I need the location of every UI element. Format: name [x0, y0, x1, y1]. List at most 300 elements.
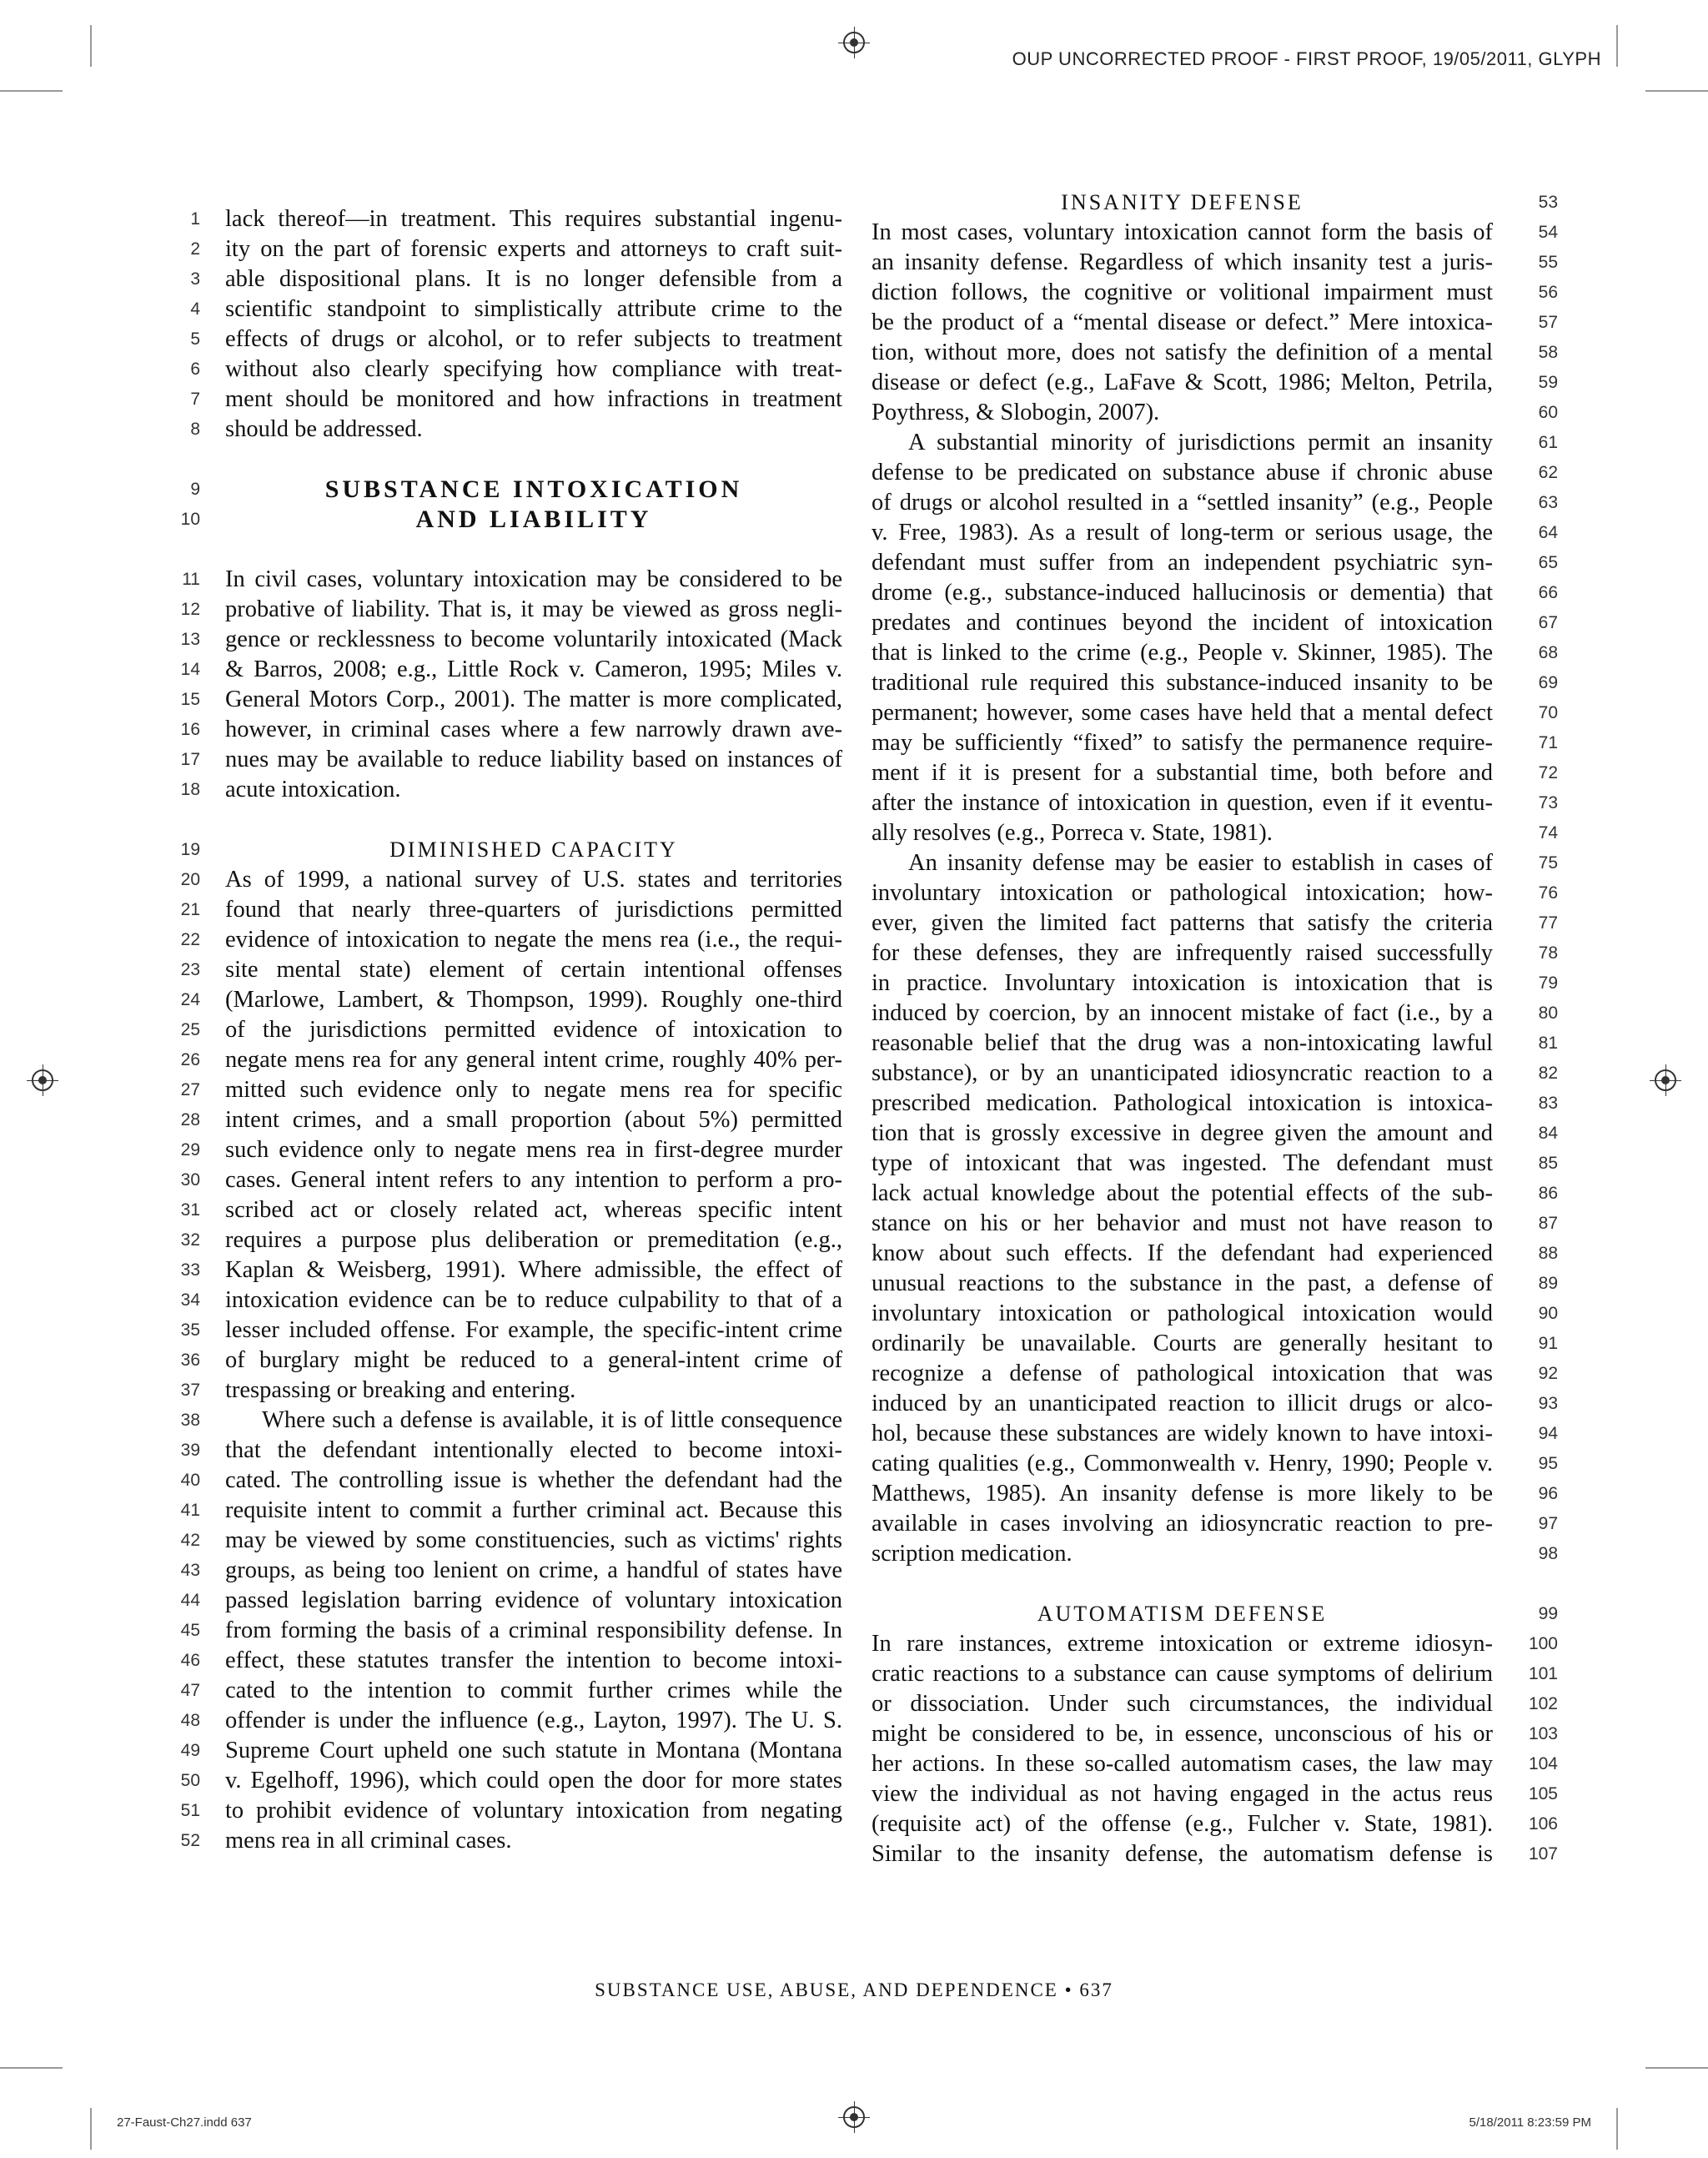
- line-number: 18: [180, 780, 200, 799]
- section-heading: [872, 1599, 1558, 1629]
- line-number: 47: [180, 1681, 200, 1700]
- line-text: unusual reactions to the substance in the past, a defense of: [872, 1270, 1493, 1296]
- line-text: & Barros, 2008; e.g., Little Rock v. Cameron, 1995; Miles v.: [225, 656, 842, 682]
- section-heading: [180, 835, 842, 865]
- paragraph-gap: [225, 445, 842, 475]
- text-line: [872, 1629, 1558, 1659]
- line-text: diction follows, the cognitive or volitional impairment must: [872, 279, 1493, 305]
- line-text: without also clearly specifying how compliance with treat-: [225, 356, 842, 382]
- line-text: lack actual knowledge about the potential effects of the sub-: [872, 1180, 1493, 1206]
- line-number: 90: [1538, 1304, 1558, 1323]
- text-line: [872, 1179, 1558, 1209]
- line-text: cated. The controlling issue is whether the defendant had the: [225, 1467, 842, 1493]
- line-text: from forming the basis of a criminal responsibility defense. In: [225, 1617, 842, 1643]
- line-text: groups, as being too lenient on crime, a handful of states have: [225, 1557, 842, 1583]
- line-text: after the instance of intoxication in question, even if it eventu-: [872, 790, 1493, 816]
- line-number: 93: [1538, 1394, 1558, 1413]
- text-line: [872, 728, 1558, 758]
- line-text: ally resolves (e.g., Porreca v. State, 1981).: [872, 820, 1273, 846]
- line-number: 25: [180, 1020, 200, 1039]
- text-line: [872, 548, 1558, 578]
- line-number: 43: [180, 1561, 200, 1580]
- crop-mark: [1645, 90, 1708, 92]
- footer-filename: 27-Faust-Ch27.indd 637: [117, 2115, 252, 2130]
- line-text: cated to the intention to commit further crimes while the: [225, 1678, 842, 1703]
- text-line: [872, 578, 1558, 608]
- line-text: Kaplan & Weisberg, 1991). Where admissible, the effect of: [225, 1257, 842, 1283]
- line-text: induced by coercion, by an innocent mistake of fact (i.e., by a: [872, 1000, 1493, 1026]
- text-line: [180, 1105, 842, 1135]
- line-number: 46: [180, 1651, 200, 1670]
- text-line: [180, 1165, 842, 1195]
- line-text: trespassing or breaking and entering.: [225, 1377, 576, 1403]
- line-text: predates and continues beyond the incident of intoxication: [872, 610, 1493, 636]
- line-text: v. Free, 1983). As a result of long-term or serious usage, the: [872, 520, 1493, 546]
- line-number: 35: [180, 1320, 200, 1340]
- line-number: 62: [1538, 463, 1558, 482]
- text-line: [182, 565, 842, 595]
- line-text: scientific standpoint to simplistically attribute crime to the: [225, 296, 842, 322]
- crop-mark: [0, 90, 63, 92]
- text-line: [190, 234, 842, 264]
- line-number: 54: [1538, 223, 1558, 242]
- line-text: v. Egelhoff, 1996), which could open the door for more states: [225, 1768, 842, 1793]
- line-text: cases. General intent refers to any intention to perform a pro-: [225, 1167, 842, 1193]
- text-line: [872, 428, 1558, 458]
- line-number: 85: [1538, 1154, 1558, 1173]
- line-text: for these defenses, they are infrequently raised successfully: [872, 940, 1493, 966]
- text-line: [872, 278, 1558, 308]
- text-line: [180, 955, 842, 985]
- text-line: [872, 1659, 1558, 1689]
- line-text: Similar to the insanity defense, the automatism defense is: [872, 1841, 1493, 1867]
- crop-mark: [90, 2108, 92, 2150]
- heading-text: AUTOMATISM DEFENSE: [1037, 1602, 1328, 1626]
- text-line: [180, 1075, 842, 1105]
- line-text: involuntary intoxication or pathological intoxication; how-: [872, 880, 1493, 906]
- line-number: 77: [1538, 913, 1558, 933]
- text-line: [872, 398, 1558, 428]
- text-line: [190, 385, 842, 415]
- text-line: [872, 1749, 1558, 1779]
- crop-mark: [90, 25, 92, 67]
- line-text: of the jurisdictions permitted evidence of intoxication to: [225, 1017, 842, 1043]
- line-number: 96: [1538, 1484, 1558, 1503]
- text-line: [872, 488, 1558, 518]
- text-line: [872, 608, 1558, 638]
- text-line: [872, 1449, 1558, 1479]
- line-text: of drugs or alcohol resulted in a “settled insanity” (e.g., People: [872, 490, 1493, 516]
- line-text: found that nearly three-quarters of jurisdictions permitted: [225, 897, 842, 923]
- text-line: [872, 1239, 1558, 1269]
- line-text: site mental state) element of certain intentional offenses: [225, 957, 842, 983]
- text-line: [180, 895, 842, 925]
- line-number: 40: [180, 1471, 200, 1490]
- line-text: prescribed medication. Pathological intoxication is intoxica-: [872, 1090, 1493, 1116]
- text-line: [872, 999, 1558, 1029]
- text-line: [872, 218, 1558, 248]
- text-line: [180, 1346, 842, 1376]
- line-number: 11: [182, 570, 200, 589]
- text-line: [180, 925, 842, 955]
- line-number: 84: [1538, 1124, 1558, 1143]
- line-number: 3: [190, 269, 200, 289]
- text-line: [180, 1195, 842, 1225]
- paragraph-gap: [225, 535, 842, 565]
- text-line: [180, 1255, 842, 1285]
- text-line: [180, 1406, 842, 1436]
- line-number: 76: [1538, 883, 1558, 903]
- line-number: 39: [180, 1441, 200, 1460]
- line-number: 17: [180, 750, 200, 769]
- line-number: 9: [190, 480, 200, 499]
- line-number: 92: [1538, 1364, 1558, 1383]
- line-number: 38: [180, 1411, 200, 1430]
- line-text: offender is under the influence (e.g., Layton, 1997). The U. S.: [225, 1708, 842, 1733]
- line-number: 99: [1538, 1604, 1558, 1623]
- text-line: [180, 1586, 842, 1616]
- text-line: [872, 458, 1558, 488]
- line-text: to prohibit evidence of voluntary intoxication from negating: [225, 1798, 842, 1823]
- line-number: 70: [1538, 703, 1558, 722]
- text-line: [872, 368, 1558, 398]
- line-number: 29: [180, 1140, 200, 1159]
- text-line: [190, 415, 842, 445]
- line-number: 73: [1538, 793, 1558, 812]
- text-line: [872, 968, 1558, 999]
- line-text: lesser included offense. For example, the specific-intent crime: [225, 1317, 842, 1343]
- line-number: 51: [180, 1801, 200, 1820]
- line-text: An insanity defense may be easier to establish in cases of: [908, 850, 1493, 876]
- section-heading: [180, 505, 842, 535]
- text-line: [180, 1616, 842, 1646]
- line-text: A substantial minority of jurisdictions permit an insanity: [908, 430, 1493, 455]
- text-line: [180, 1826, 842, 1856]
- line-text: Supreme Court upheld one such statute in Montana (Montana: [225, 1738, 842, 1763]
- line-number: 50: [180, 1771, 200, 1790]
- line-text: mens rea in all criminal cases.: [225, 1828, 512, 1854]
- line-number: 65: [1538, 553, 1558, 572]
- line-text: General Motors Corp., 2001). The matter is more complicated,: [225, 687, 842, 712]
- line-text: (Marlowe, Lambert, & Thompson, 1999). Roughly one-third: [225, 987, 842, 1013]
- line-text: drome (e.g., substance-induced hallucinosis or dementia) that: [872, 580, 1493, 606]
- line-number: 106: [1528, 1814, 1558, 1834]
- text-line: [872, 698, 1558, 728]
- text-line: [872, 1149, 1558, 1179]
- text-line: [180, 1135, 842, 1165]
- line-text: gence or recklessness to become voluntarily intoxicated (Mack: [225, 626, 842, 652]
- line-number: 105: [1528, 1784, 1558, 1803]
- text-line: [180, 1556, 842, 1586]
- line-text: nues may be available to reduce liability based on instances of: [225, 747, 842, 772]
- line-number: 13: [180, 630, 200, 649]
- line-number: 53: [1538, 193, 1558, 212]
- text-line: [180, 1646, 842, 1676]
- line-number: 34: [180, 1290, 200, 1310]
- text-line: [872, 1089, 1558, 1119]
- text-line: [872, 518, 1558, 548]
- line-text: should be addressed.: [225, 416, 423, 442]
- text-line: [180, 1796, 842, 1826]
- line-text: induced by an unanticipated reaction to illicit drugs or alco-: [872, 1391, 1493, 1416]
- registration-mark-icon: [1655, 1069, 1676, 1091]
- text-line: [872, 878, 1558, 908]
- line-text: however, in criminal cases where a few narrowly drawn ave-: [225, 717, 842, 742]
- line-number: 6: [190, 360, 200, 379]
- text-line: [180, 985, 842, 1015]
- proof-header: OUP UNCORRECTED PROOF - FIRST PROOF, 19/05/2011, GLYPH: [1012, 48, 1601, 69]
- line-text: hol, because these substances are widely known to have intoxi-: [872, 1421, 1493, 1446]
- line-number: 19: [180, 840, 200, 859]
- line-number: 94: [1538, 1424, 1558, 1443]
- heading-text: INSANITY DEFENSE: [1061, 190, 1304, 214]
- line-text: defense to be predicated on substance abuse if chronic abuse: [872, 460, 1493, 485]
- text-line: [180, 1676, 842, 1706]
- line-number: 71: [1538, 733, 1558, 752]
- paragraph-gap: [225, 805, 842, 835]
- line-number: 16: [180, 720, 200, 739]
- line-number: 78: [1538, 943, 1558, 963]
- text-line: [190, 264, 842, 294]
- line-text: mitted such evidence only to negate mens rea for specific: [225, 1077, 842, 1103]
- line-number: 100: [1528, 1634, 1558, 1653]
- line-number: 14: [180, 660, 200, 679]
- text-line: [180, 1225, 842, 1255]
- line-number: 64: [1538, 523, 1558, 542]
- line-number: 10: [180, 510, 200, 529]
- line-number: 103: [1528, 1724, 1558, 1743]
- line-number: 59: [1538, 373, 1558, 392]
- line-number: 15: [180, 690, 200, 709]
- line-number: 89: [1538, 1274, 1558, 1293]
- line-text: involuntary intoxication or pathological intoxication would: [872, 1300, 1493, 1326]
- line-number: 49: [180, 1741, 200, 1760]
- line-text: type of intoxicant that was ingested. The defendant must: [872, 1150, 1493, 1176]
- line-text: scription medication.: [872, 1541, 1073, 1567]
- text-line: [872, 1509, 1558, 1539]
- line-text: intent crimes, and a small proportion (about 5%) permitted: [225, 1107, 842, 1133]
- line-number: 104: [1528, 1754, 1558, 1773]
- line-number: 67: [1538, 613, 1558, 632]
- registration-mark-icon: [843, 32, 865, 53]
- right-column: [872, 188, 1558, 1869]
- line-number: 55: [1538, 253, 1558, 272]
- line-number: 86: [1538, 1184, 1558, 1203]
- line-text: evidence of intoxication to negate the mens rea (i.e., the requi-: [225, 927, 842, 953]
- line-number: 97: [1538, 1514, 1558, 1533]
- text-line: [180, 1376, 842, 1406]
- line-text: (requisite act) of the offense (e.g., Fulcher v. State, 1981).: [872, 1811, 1493, 1837]
- line-number: 52: [180, 1831, 200, 1850]
- text-line: [872, 1299, 1558, 1329]
- text-line: [180, 1526, 842, 1556]
- line-number: 32: [180, 1230, 200, 1250]
- line-text: traditional rule required this substance-induced insanity to be: [872, 670, 1493, 696]
- text-line: [872, 1059, 1558, 1089]
- registration-mark-icon: [32, 1069, 53, 1091]
- text-line: [180, 1285, 842, 1315]
- line-number: 75: [1538, 853, 1558, 873]
- line-number: 81: [1538, 1034, 1558, 1053]
- line-number: 95: [1538, 1454, 1558, 1473]
- line-text: effects of drugs or alcohol, or to refer subjects to treatment: [225, 326, 842, 352]
- line-number: 60: [1538, 403, 1558, 422]
- line-number: 61: [1538, 433, 1558, 452]
- line-number: 22: [180, 930, 200, 949]
- line-text: such evidence only to negate mens rea in first-degree murder: [225, 1137, 842, 1163]
- line-text: may be viewed by some constituencies, such as victims' rights: [225, 1527, 842, 1553]
- line-number: 21: [180, 900, 200, 919]
- line-number: 30: [180, 1170, 200, 1190]
- text-line: [180, 1045, 842, 1075]
- text-line: [180, 1736, 842, 1766]
- line-number: 5: [190, 329, 200, 349]
- line-text: requisite intent to commit a further criminal act. Because this: [225, 1497, 842, 1523]
- text-line: [872, 1029, 1558, 1059]
- text-line: [180, 865, 842, 895]
- line-text: an insanity defense. Regardless of which insanity test a juris-: [872, 249, 1493, 275]
- registration-mark-icon: [843, 2106, 865, 2128]
- text-line: [180, 625, 842, 655]
- line-number: 36: [180, 1351, 200, 1370]
- line-text: cating qualities (e.g., Commonwealth v. Henry, 1990; People v.: [872, 1451, 1493, 1476]
- text-line: [872, 1329, 1558, 1359]
- heading-text: DIMINISHED CAPACITY: [389, 838, 678, 862]
- line-text: available in cases involving an idiosyncratic reaction to pre-: [872, 1511, 1493, 1537]
- line-number: 37: [180, 1381, 200, 1400]
- heading-text: SUBSTANCE INTOXICATION: [324, 475, 743, 503]
- line-number: 91: [1538, 1334, 1558, 1353]
- text-line: [180, 1496, 842, 1526]
- line-number: 63: [1538, 493, 1558, 512]
- text-line: [872, 1209, 1558, 1239]
- text-line: [180, 745, 842, 775]
- line-number: 28: [180, 1110, 200, 1129]
- text-line: [180, 1706, 842, 1736]
- line-text: acute intoxication.: [225, 777, 401, 802]
- text-line: [872, 1719, 1558, 1749]
- text-line: [190, 324, 842, 355]
- text-line: [872, 818, 1558, 848]
- line-number: 82: [1538, 1064, 1558, 1083]
- text-line: [190, 294, 842, 324]
- line-text: requires a purpose plus deliberation or premeditation (e.g.,: [225, 1227, 842, 1253]
- line-number: 31: [180, 1200, 200, 1220]
- text-line: [872, 1839, 1558, 1869]
- line-number: 74: [1538, 823, 1558, 843]
- line-text: scribed act or closely related act, whereas specific intent: [225, 1197, 842, 1223]
- line-text: may be sufficiently “fixed” to satisfy the permanence require-: [872, 730, 1493, 756]
- text-line: [180, 685, 842, 715]
- line-number: 66: [1538, 583, 1558, 602]
- text-line: [872, 938, 1558, 968]
- line-text: might be considered to be, in essence, unconscious of his or: [872, 1721, 1493, 1747]
- text-line: [872, 1479, 1558, 1509]
- line-number: 98: [1538, 1544, 1558, 1563]
- line-number: 87: [1538, 1214, 1558, 1233]
- footer-timestamp: 5/18/2011 8:23:59 PM: [1469, 2115, 1591, 2130]
- text-line: [180, 655, 842, 685]
- line-text: Poythress, & Slobogin, 2007).: [872, 400, 1160, 425]
- line-text: In most cases, voluntary intoxication cannot form the basis of: [872, 219, 1493, 245]
- text-line: [180, 595, 842, 625]
- line-text: ment if it is present for a substantial time, both before and: [872, 760, 1493, 786]
- line-number: 8: [190, 420, 200, 439]
- crop-mark: [0, 2067, 63, 2069]
- line-text: defendant must suffer from an independent psychiatric syn-: [872, 550, 1493, 576]
- line-text: tion that is grossly excessive in degree given the amount and: [872, 1120, 1493, 1146]
- line-text: able dispositional plans. It is no longer defensible from a: [225, 266, 842, 292]
- line-number: 57: [1538, 313, 1558, 332]
- line-text: view the individual as not having engaged in the actus reus: [872, 1781, 1493, 1807]
- text-line: [872, 308, 1558, 338]
- text-line: [190, 355, 842, 385]
- text-line: [872, 638, 1558, 668]
- line-text: effect, these statutes transfer the intention to become intoxi-: [225, 1647, 842, 1673]
- line-number: 79: [1538, 973, 1558, 993]
- line-number: 1: [190, 209, 200, 229]
- line-number: 88: [1538, 1244, 1558, 1263]
- text-line: [872, 1119, 1558, 1149]
- line-number: 69: [1538, 673, 1558, 692]
- line-text: intoxication evidence can be to reduce culpability to that of a: [225, 1287, 842, 1313]
- line-text: In civil cases, voluntary intoxication may be considered to be: [225, 566, 842, 592]
- line-number: 42: [180, 1531, 200, 1550]
- line-text: ordinarily be unavailable. Courts are generally hesitant to: [872, 1331, 1493, 1356]
- line-text: ever, given the limited fact patterns that satisfy the criteria: [872, 910, 1493, 936]
- line-number: 41: [180, 1501, 200, 1520]
- line-text: her actions. In these so-called automatism cases, the law may: [872, 1751, 1493, 1777]
- text-line: [180, 1436, 842, 1466]
- line-text: As of 1999, a national survey of U.S. states and territories: [225, 867, 842, 893]
- line-text: ment should be monitored and how infractions in treatment: [225, 386, 842, 412]
- line-text: in practice. Involuntary intoxication is intoxication that is: [872, 970, 1493, 996]
- text-line: [872, 1779, 1558, 1809]
- text-line: [872, 248, 1558, 278]
- line-number: 4: [190, 299, 200, 319]
- line-number: 101: [1528, 1664, 1558, 1683]
- line-number: 12: [180, 600, 200, 619]
- line-text: reasonable belief that the drug was a non-intoxicating lawful: [872, 1030, 1493, 1056]
- line-text: be the product of a “mental disease or defect.” Mere intoxica-: [872, 309, 1493, 335]
- text-line: [872, 848, 1558, 878]
- text-line: [872, 1539, 1558, 1569]
- text-line: [872, 1269, 1558, 1299]
- text-line: [180, 1315, 842, 1346]
- text-line: [180, 1466, 842, 1496]
- line-number: 20: [180, 870, 200, 889]
- line-text: probative of liability. That is, it may be viewed as gross negli-: [225, 596, 842, 622]
- line-number: 80: [1538, 1004, 1558, 1023]
- heading-text: AND LIABILITY: [415, 506, 652, 533]
- line-number: 56: [1538, 283, 1558, 302]
- line-text: permanent; however, some cases have held that a mental defect: [872, 700, 1493, 726]
- line-number: 33: [180, 1260, 200, 1280]
- text-line: [872, 668, 1558, 698]
- line-text: negate mens rea for any general intent crime, roughly 40% per-: [225, 1047, 842, 1073]
- line-number: 2: [190, 239, 200, 259]
- line-text: of burglary might be reduced to a general-intent crime of: [225, 1347, 842, 1373]
- line-text: Where such a defense is available, it is of little consequence: [262, 1407, 842, 1433]
- line-text: passed legislation barring evidence of voluntary intoxication: [225, 1587, 842, 1613]
- line-number: 102: [1528, 1694, 1558, 1713]
- line-number: 72: [1538, 763, 1558, 782]
- line-number: 48: [180, 1711, 200, 1730]
- line-number: 26: [180, 1050, 200, 1069]
- text-line: [190, 204, 842, 234]
- text-line: [180, 715, 842, 745]
- crop-mark: [1645, 2067, 1708, 2069]
